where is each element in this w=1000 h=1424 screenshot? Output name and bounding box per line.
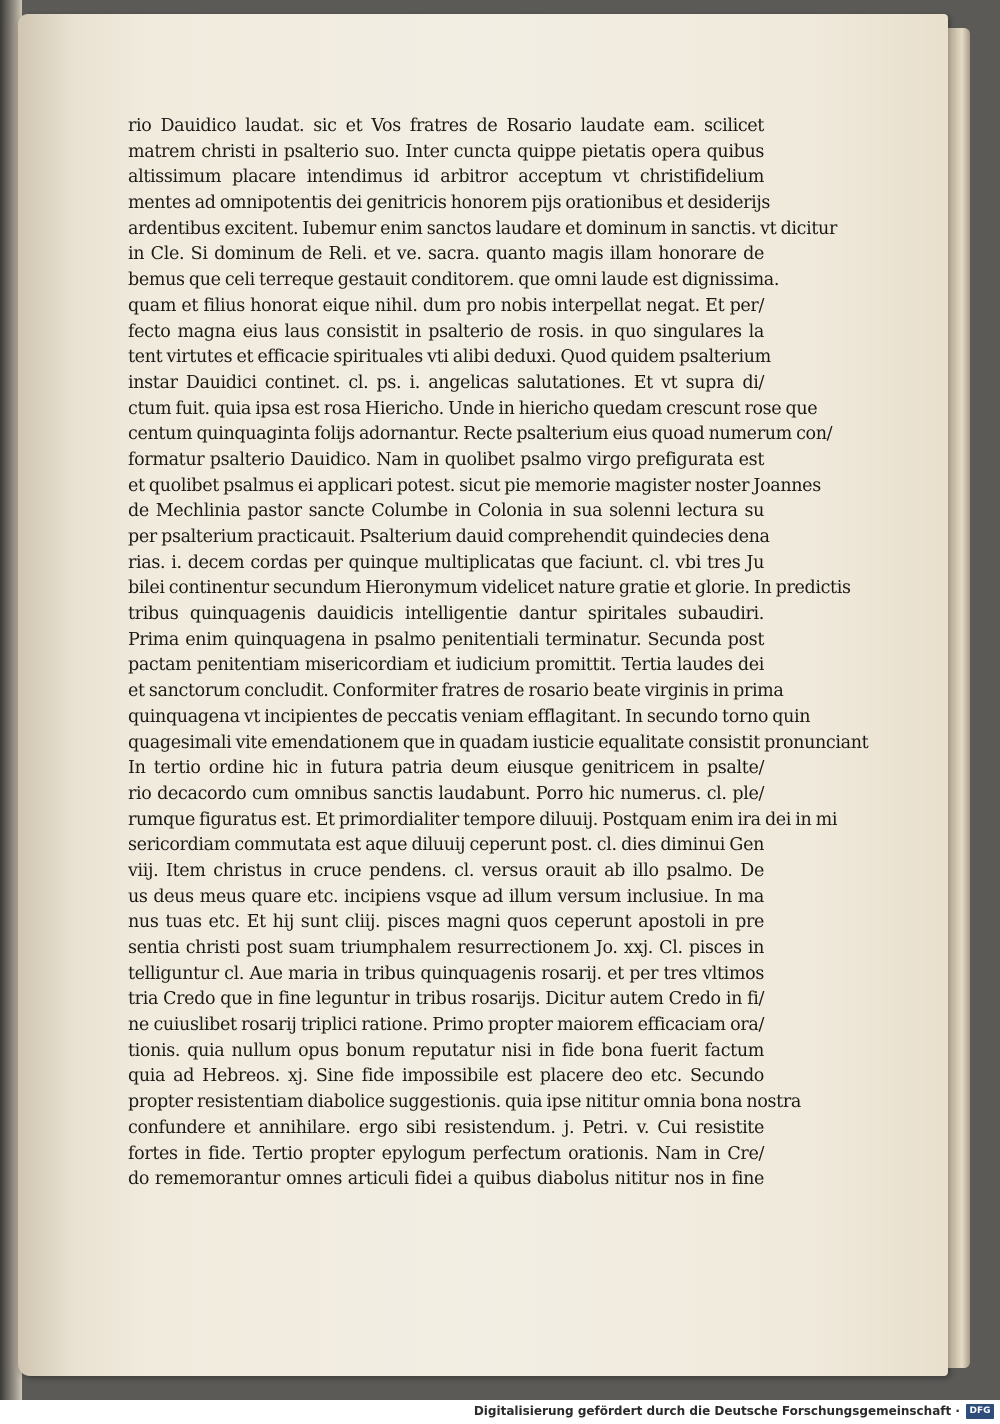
text-line: us deus meus quare etc. incipiens vsque ad illum versum inclusiue. In ma xyxy=(128,886,764,907)
text-line: nus tuas etc. Et hij sunt cliij. pisces magni quos ceperunt apostoli in pre xyxy=(128,912,764,933)
text-line: tent virtutes et efficacie spirituales vti alibi deduxi. Quod quidem psalterium xyxy=(128,347,771,368)
funding-credit: Digitalisierung gefördert durch die Deutsche Forschungsgemeinschaft · xyxy=(473,1404,960,1418)
printed-text-block xyxy=(128,114,869,1193)
text-line: et sanctorum concludit. Conformiter fratres de rosario beate virginis in prima xyxy=(128,681,784,702)
text-line: tria Credo que in fine leguntur in tribus rosarijs. Dicitur autem Credo in fi/ xyxy=(128,989,764,1010)
text-line: pactam penitentiam misericordiam et iudicium promittit. Tertia laudes dei xyxy=(128,655,764,676)
text-line: ctum fuit. quia ipsa est rosa Hiericho. Unde in hiericho quedam crescunt rose que xyxy=(128,398,818,419)
text-line: mentes ad omnipotentis dei genitricis honorem pijs orationibus et desiderijs xyxy=(128,193,771,214)
text-line: Prima enim quinquagena in psalmo penitentiali terminatur. Secunda post xyxy=(128,629,764,650)
text-line: sericordiam commutata est aque diluuij ceperunt post. cl. dies diminui Gen xyxy=(128,835,764,856)
text-line: bilei continentur secundum Hieronymum videlicet nature gratie et glorie. In predictis xyxy=(128,578,851,599)
text-line: propter resistentiam diabolice suggestionis. quia ipse nititur omnia bona nostra xyxy=(128,1092,801,1113)
text-line: do rememorantur omnes articuli fidei a quibus diabolus nititur nos in fine xyxy=(128,1169,764,1190)
text-line: quinquagena vt incipientes de peccatis veniam efflagitant. In secundo torno quin xyxy=(128,706,811,727)
text-line: quagesimali vite emendationem que in quadam iusticie equalitate consistit pronunciant xyxy=(128,732,869,753)
text-line: In tertio ordine hic in futura patria deum eiusque genitricem in psalte/ xyxy=(128,758,764,779)
text-line: tionis. quia nullum opus bonum reputatur nisi in fide bona fuerit factum xyxy=(128,1040,764,1061)
text-line: instar Dauidici continet. cl. ps. i. angelicas salutationes. Et vt supra di/ xyxy=(128,372,764,393)
text-line: tribus quinquagenis dauidicis intelligentie dantur spiritales subaudiri. xyxy=(128,604,764,625)
text-line: rias. i. decem cordas per quinque multiplicatas que faciunt. cl. vbi tres Ju xyxy=(128,552,764,573)
text-line: centum quinquaginta folijs adornantur. Recte psalterium eius quoad numerum con/ xyxy=(128,424,833,445)
text-line: ne cuiuslibet rosarij triplici ratione. Primo propter maiorem efficaciam ora/ xyxy=(128,1015,764,1036)
text-line: rio Dauidico laudat. sic et Vos fratres de Rosario laudate eam. scilicet xyxy=(128,116,764,136)
text-line: rio decacordo cum omnibus sanctis laudabunt. Porro hic numerus. cl. ple/ xyxy=(128,783,764,804)
text-line: bemus que celi terreque gestauit conditorem. que omni laude est dignissima. xyxy=(128,270,780,291)
text-line: telliguntur cl. Aue maria in tribus quinquagenis rosarij. et per tres vltimos xyxy=(128,963,764,984)
text-line: quia ad Hebreos. xj. Sine fide impossibile est placere deo etc. Secundo xyxy=(128,1066,764,1087)
text-line: sentia christi post suam triumphalem resurrectionem Jo. xxj. Cl. pisces in xyxy=(128,938,764,958)
text-line: altissimum placare intendimus id arbitror acceptum vt christifidelium xyxy=(128,167,764,188)
text-line: ardentibus excitent. Iubemur enim sanctos laudare et dominum in sanctis. vt dicitur xyxy=(128,218,837,239)
text-line: viij. Item christus in cruce pendens. cl. versus orauit ab illo psalmo. De xyxy=(128,860,764,881)
text-line: confundere et annihilare. ergo sibi resistendum. j. Petri. v. Cui resistite xyxy=(128,1117,764,1138)
text-line: quam et filius honorat eique nihil. dum pro nobis interpellat negat. Et per/ xyxy=(128,295,764,316)
text-line: per psalterium practicauit. Psalterium dauid comprehendit quindecies dena xyxy=(128,527,770,547)
dfg-logo: DFG xyxy=(966,1404,994,1419)
text-line: formatur psalterio Dauidico. Nam in quolibet psalmo virgo prefigurata est xyxy=(128,449,764,470)
text-line: rumque figuratus est. Et primordialiter tempore diluuij. Postquam enim ira dei in mi xyxy=(128,809,838,830)
footer-bar xyxy=(0,1400,1000,1424)
text-line: fortes in fide. Tertio propter epylogum perfectum orationis. Nam in Cre/ xyxy=(128,1143,764,1164)
text-line: fecto magna eius laus consistit in psalterio de rosis. in quo singulares la xyxy=(128,321,764,342)
text-line: et quolibet psalmus ei applicari potest. sicut pie memorie magister noster Joannes xyxy=(128,475,821,496)
text-line: in Cle. Si dominum de Reli. et ve. sacra. quanto magis illam honorare de xyxy=(128,244,764,265)
text-line: matrem christi in psalterio suo. Inter cuncta quippe pietatis opera quibus xyxy=(128,141,764,162)
text-line: de Mechlinia pastor sancte Columbe in Colonia in sua solenni lectura su xyxy=(128,501,764,522)
book-page xyxy=(18,14,948,1376)
